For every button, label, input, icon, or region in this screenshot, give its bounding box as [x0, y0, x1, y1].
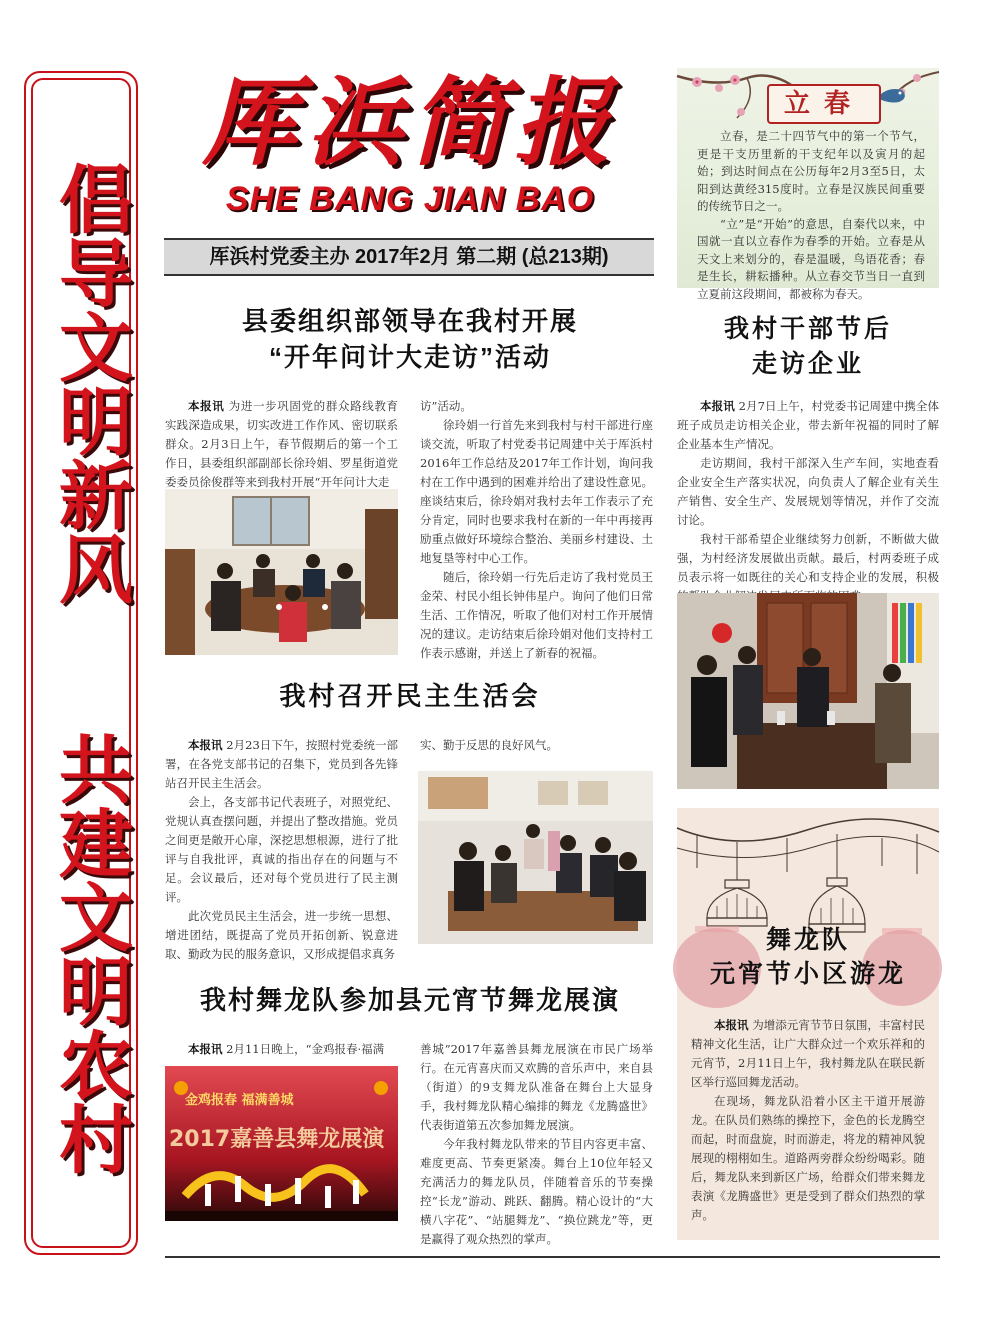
- article2-column2: [420, 736, 653, 755]
- article5-text-block: [691, 1016, 925, 1225]
- article2-headline: 我村召开民主生活会: [279, 681, 541, 711]
- article2-text: 此次党员民主生活会，进一步统一思想、增进团结，既提高了党员开拓创新、锐意进取、勤政为民的服务意识，又形成提倡求真务: [165, 909, 398, 961]
- article2-text: 实、勤于反思的良好风气。: [420, 738, 558, 752]
- headline-line: 走访企业: [751, 350, 864, 378]
- lead-label: 本报讯: [188, 399, 225, 413]
- article4-photo: [677, 593, 939, 789]
- article3-photo: [165, 1066, 398, 1221]
- article3-text: 善城”2017年嘉善县舞龙展演在市民广场举行。在元宵喜庆而又欢腾的音乐声中，来自县（街道）的9支舞龙队准备在舞台上大显身手，我村舞龙队精心编排的舞龙《龙腾盛世》代表街道第五次参加舞龙展演。: [420, 1042, 653, 1132]
- bottom-rule: [165, 1256, 940, 1258]
- article1-column2: [420, 397, 653, 663]
- slogan-banner: [24, 71, 138, 1255]
- article3-text: 今年我村舞龙队带来的节目内容更丰富、难度更高、节奏更紧凑。舞台上10位年轻又充满活力的舞龙队员，伴随着音乐的节奏操控“长龙”游动、跳跃、翻腾。精心设计的“大横八字花”、“站腿舞龙”、“换位跳龙”等，更是赢得了观众热烈的掌声。: [420, 1137, 653, 1246]
- article2-text: 2月23日下午，按照村党委统一部署，在各党支部书记的召集下，党员到各先锋站召开民主生活会。: [165, 738, 399, 790]
- lichun-title: 立春: [767, 84, 881, 124]
- festival-headline: [677, 923, 939, 991]
- article1-photo: [165, 489, 398, 655]
- lichun-text: [697, 128, 925, 303]
- article3-text: 2月11日晚上，“金鸡报春·福满: [226, 1042, 385, 1056]
- photo-banner-text: 2017嘉善县舞龙展演: [169, 1127, 385, 1152]
- article1-column1: [165, 397, 398, 492]
- article4-headline: [677, 312, 939, 382]
- article2-text: 会上，各支部书记代表班子，对照党纪、党规认真查摆问题，并提出了整改措施。党员之间更是敞开心扉，深挖思想根源，进行了批评与自我批评，真诚的指出存在的问题与不足。会议最后，还对每个党员进行了民主测评。: [165, 795, 398, 904]
- article4-text: 我村干部希望企业继续努力创新，不断做大做强，为村经济发展做出贡献。最后，村两委班子成员表示将一如既往的关心和支持企业的发展，积极: [677, 532, 939, 584]
- article2-photo: [418, 771, 653, 944]
- photo-banner-text: 金鸡报春 福满善城: [185, 1093, 294, 1108]
- headline-line: 元宵节小区游龙: [709, 960, 906, 988]
- article3-column1: [165, 1040, 398, 1059]
- lead-label: 本报讯: [700, 399, 735, 413]
- article4-text: 2月7日上午，村党委书记周建中携全体班子成员走访相关企业，带去新年祝福的同时了解企业基本生产情况。: [677, 399, 940, 451]
- article5-text: 在现场，舞龙队沿着小区主干道开展游龙。在队员们熟练的操控下，金色的长龙腾空而起，时而盘旋，时而游走，将龙的精神风貌展现的栩栩如生。道路两旁群众纷纷喝彩。随后，舞龙队来到新区广场，给群众们带来舞龙表演《龙腾盛世》更是受到了群众们热烈的掌声。: [691, 1094, 925, 1222]
- lead-label: 本报讯: [714, 1018, 749, 1032]
- article3-column2: [420, 1040, 653, 1249]
- slogan-1: 倡导文明新风: [47, 161, 133, 605]
- lead-label: 本报讯: [188, 738, 223, 752]
- article3-headline: 我村舞龙队参加县元宵节舞龙展演: [199, 985, 620, 1015]
- article1-headline: [165, 303, 655, 375]
- headline-line: 我村干部节后: [723, 315, 892, 343]
- lichun-paragraph: “立”是“开始”的意思，自秦代以来，中国就一直以立春作为春季的开始。立春是从天文上来划分的，春是温暖，鸟语花香；春是生长，耕耘播种。从立春交节当日一直到立夏前这段期间，都被称为春天。: [697, 216, 925, 301]
- article5-text: 为增添元宵节节日氛围，丰富村民精神文化生活，让广大群众过一个欢乐祥和的元宵节，2月11日上午，我村舞龙队在联民新区举行巡回舞龙活动。: [691, 1018, 926, 1089]
- masthead-pinyin: SHE BANG JIAN BAO: [225, 180, 595, 218]
- article1-text: 随后，徐玲娟一行先后走访了我村党员王金荣、村民小组长钟伟星户。询问了他们日常生活、工作情况，听取了他们对村工作开展情况的建议。走访结束后徐玲娟对他们支持村工作表示感谢，并送上了新春的祝福。: [420, 570, 653, 660]
- masthead-title: 厍浜简报: [202, 66, 618, 179]
- article1-text: 为进一步巩固党的群众路线教育实践深造成果，切实改进工作作风、密切联系群众。2月3日上午，春节假期后的第一个工作日，县委组织部副部长徐玲娟、罗星街道党委委员徐俊群等来到我村开展“开年问计大走: [165, 399, 399, 489]
- headline-line: 县委组织部领导在我村开展: [241, 306, 578, 336]
- article4-text: 走访期间，我村干部深入生产车间，实地查看企业安全生产落实状况，向负责人了解企业有关生产销售、安全生产、发展规划等情况，并作了交流讨论。: [677, 456, 939, 527]
- headline-line: 舞龙队: [765, 926, 850, 954]
- article1-text: 徐玲娟一行首先来到我村与村干部进行座谈交流，听取了村党委书记周建中关于厍浜村2016年工作总结及2017年工作计划，询问我村在工作中遇到的困难并给出了建设性意见。座谈结束后，徐玲娟对我村去年工作表示了充分肯定，同时也要求我村在新的一年中再接再励重点做好环境综合整治、美丽乡村建设、土地复垦等村中心工作。: [420, 418, 653, 565]
- headline-line: “开年问计大走访”活动: [268, 342, 551, 372]
- lichun-box: [677, 68, 939, 301]
- lead-label: 本报讯: [188, 1042, 223, 1056]
- article2-column1: [165, 736, 398, 964]
- article4-text-block: [677, 397, 939, 606]
- slogan-2: 共建文明农村: [47, 731, 133, 1175]
- article1-text: 访”活动。: [420, 399, 472, 413]
- festival-card: [677, 808, 939, 1240]
- lichun-paragraph: 立春，是二十四节气中的第一个节气，更是干支历里新的干支纪年以及寅月的起始；到达时间点在公历每年2月3至5日，太阳到达黄经315度时。立春是汉族民间重要的传统节日之一。: [697, 129, 925, 213]
- issue-bar: 厍浜村党委主办 2017年2月 第二期 (总213期): [164, 238, 654, 276]
